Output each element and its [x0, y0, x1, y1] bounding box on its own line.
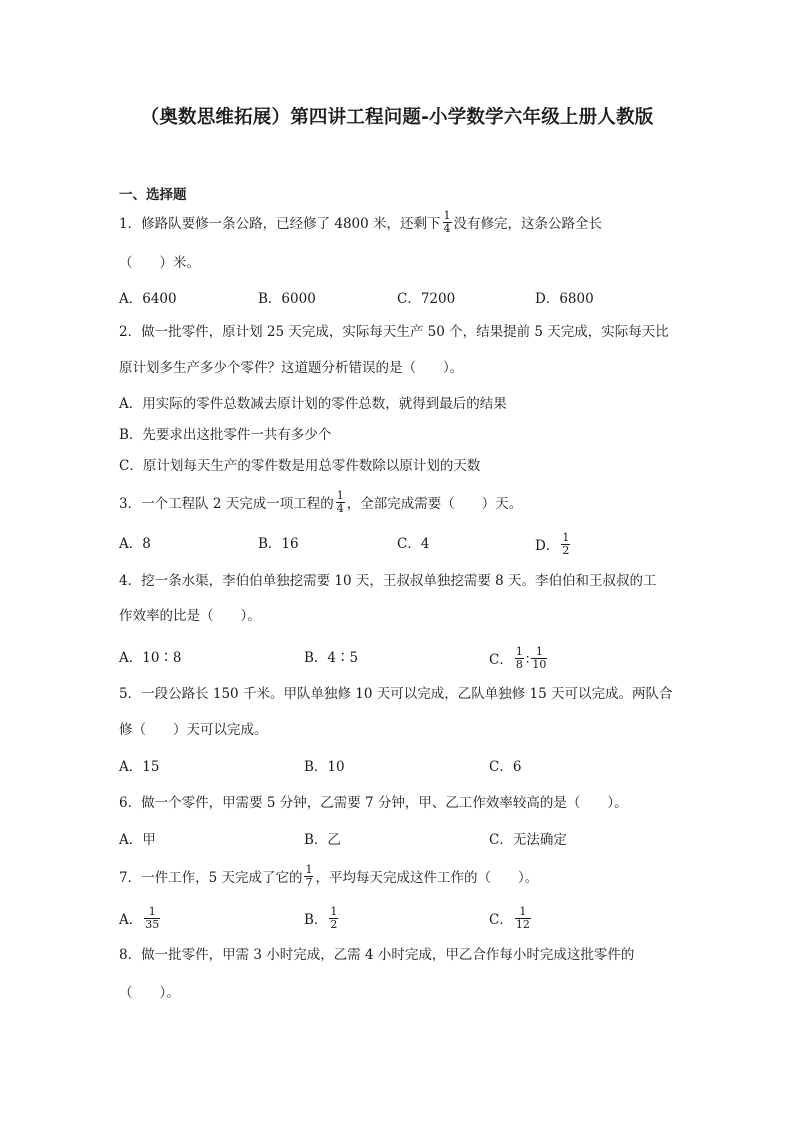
question-2-line-1: 2．做一批零件，原计划 25 天完成，实际每天生产 50 个，结果提前 5 天完成，实际每天比 [119, 324, 669, 340]
q2-option-c[interactable]: C．原计划每天生产的零件数是用总零件数除以原计划的天数 [119, 458, 481, 474]
q1-option-a[interactable]: A．6400 [119, 291, 177, 307]
question-5-line-1: 5．一段公路长 150 千米。甲队单独修 10 天可以完成，乙队单独修 15 天可以完成。两队合 [119, 686, 673, 702]
fraction: $\frac{1}{35}$ [145, 905, 160, 931]
q5-option-a[interactable]: A．15 [119, 759, 160, 775]
q7-option-a[interactable]: A． $\frac{1}{35}$ [119, 905, 160, 931]
question-3-text-a: 3．一个工程队 2 天完成一项工程的 [119, 496, 334, 512]
q3-option-d[interactable]: D． $\frac{1}{2}$ [535, 531, 570, 557]
section-heading: 一、选择题 [119, 187, 187, 203]
q5-option-c[interactable]: C．6 [489, 759, 522, 775]
fraction: $\frac{1}{12}$ [515, 905, 530, 931]
page-title: （奥数思维拓展）第四讲工程问题-小学数学六年级上册人教版 [140, 107, 654, 128]
question-3 [119, 489, 523, 517]
q4-option-c[interactable]: C． $\frac{1}{8}$ ∶ $\frac{1}{10}$ [489, 645, 547, 671]
q1-option-d[interactable]: D．6800 [535, 291, 594, 307]
fraction: $\frac{1}{10}$ [532, 645, 547, 671]
q7-option-c[interactable]: C． $\frac{1}{12}$ [489, 905, 530, 931]
question-4-line-2: 作效率的比是（ ）。 [119, 608, 261, 624]
question-1-continuation: （ ）米。 [119, 255, 200, 271]
q5-option-b[interactable]: B．10 [304, 759, 345, 775]
q7-option-b[interactable]: B． $\frac{1}{2}$ [304, 905, 338, 931]
q6-option-a[interactable]: A．甲 [119, 832, 156, 848]
fraction: $\frac{1}{2}$ [330, 905, 338, 931]
q4-option-a[interactable]: A．10∶8 [119, 650, 182, 666]
q2-option-b[interactable]: B．先要求出这批零件一共有多少个 [119, 427, 332, 443]
question-7 [119, 863, 539, 891]
fraction: $\frac{1}{8}$ [515, 645, 523, 671]
fraction: $\frac{1}{4}$ [336, 489, 344, 515]
question-8-line-2: （ ）。 [119, 985, 180, 1001]
fraction: $\frac{1}{2}$ [562, 531, 570, 557]
question-7-text-b: ，平均每天完成这件工作的（ ）。 [315, 870, 539, 886]
q3-option-b[interactable]: B．16 [258, 536, 299, 552]
question-1 [119, 209, 603, 237]
question-2-line-2: 原计划多生产多少个零件？这道题分析错误的是（ ）。 [119, 360, 464, 376]
q2-option-a[interactable]: A．用实际的零件总数减去原计划的零件总数，就得到最后的结果 [119, 396, 507, 412]
question-4-line-1: 4．挖一条水渠，李伯伯单独挖需要 10 天，王叔叔单独挖需要 8 天。李伯伯和王叔叔的工 [119, 573, 657, 589]
question-3-text-b: ，全部完成需要（ ）天。 [346, 496, 523, 512]
question-7-text-a: 7．一件工作，5 天完成了它的 [119, 870, 303, 886]
question-5-line-2: 修（ ）天可以完成。 [119, 722, 268, 738]
q6-option-c[interactable]: C．无法确定 [489, 832, 567, 848]
fraction: $\frac{1}{7}$ [305, 863, 313, 889]
q1-option-b[interactable]: B．6000 [258, 291, 316, 307]
q1-option-c[interactable]: C．7200 [397, 291, 456, 307]
fraction: $\frac{1}{4}$ [443, 209, 451, 235]
question-1-text-b: 没有修完，这条公路全长 [453, 216, 603, 232]
q4-option-b[interactable]: B．4∶5 [304, 650, 359, 666]
question-1-text-a: 1．修路队要修一条公路，已经修了 4800 米，还剩下 [119, 216, 441, 232]
q6-option-b[interactable]: B．乙 [304, 832, 341, 848]
q3-option-a[interactable]: A．8 [119, 536, 151, 552]
question-8-line-1: 8．做一批零件，甲需 3 小时完成，乙需 4 小时完成，甲乙合作每小时完成这批零件的 [119, 947, 635, 963]
question-6: 6．做一个零件，甲需要 5 分钟，乙需要 7 分钟，甲、乙工作效率较高的是（ ）。 [119, 795, 628, 811]
q3-option-c[interactable]: C．4 [397, 536, 430, 552]
